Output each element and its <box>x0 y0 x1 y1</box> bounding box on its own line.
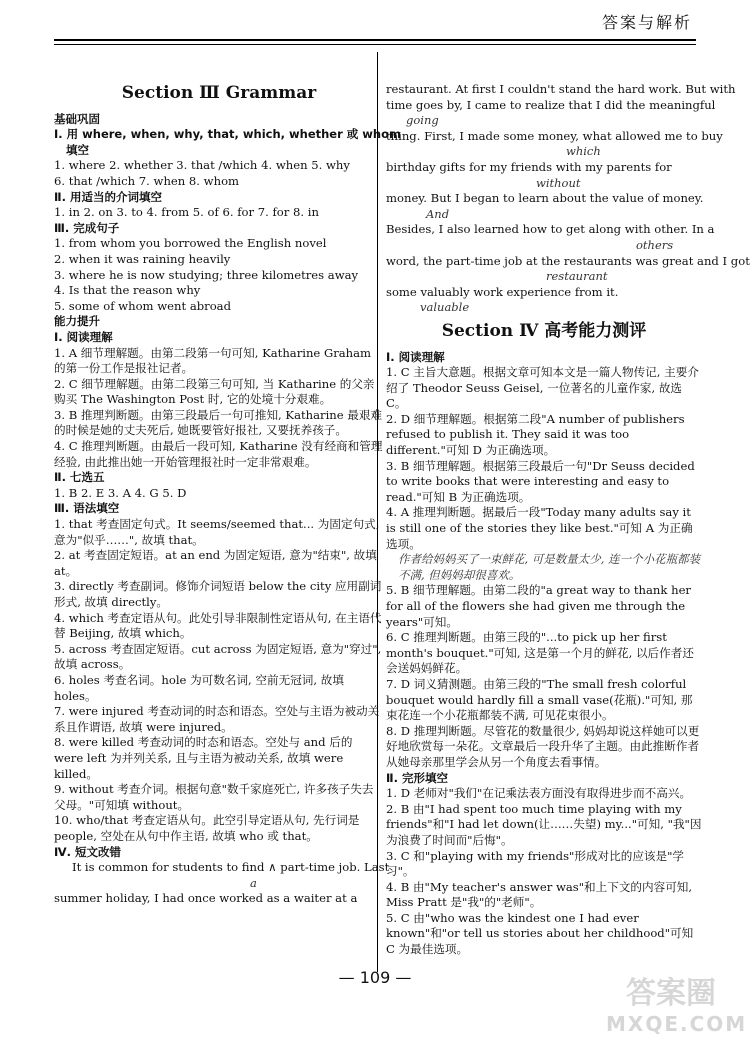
correction-mark: a <box>250 875 257 890</box>
right-column <box>386 82 750 958</box>
cloze-answer: 4. B 由"My teacher's answer was"和上下文的内容可知, Miss Pratt 是"我"的"老师"。 <box>386 879 693 910</box>
cloze-answer: 1. D 老师对"我们"在记乘法表方面没有取得进步而不高兴。 <box>386 786 692 801</box>
part1-title-2: 填空 <box>66 142 89 157</box>
grammar-fill-answer: 10. who/that 考查定语从句。此空引导定语从句, 先行词是 people, 空处在从句中作主语, 故填 who 或 that。 <box>54 813 360 843</box>
grammar-fill-answer: 1. that 考查固定句式。It seems/seemed that... 为固定句式, 意为"似乎……", 故填 that。 <box>54 517 380 547</box>
part3-item: 5. some of whom went abroad <box>54 298 232 313</box>
correction-mark: without <box>536 175 581 190</box>
handwritten-note: 作者给妈妈买了一束鲜花, 可是数量太少, 连一个小花瓶都装不满, 但妈妈却很喜欢。 <box>398 552 701 582</box>
reading-title: Ⅰ. 阅读理解 <box>54 329 113 344</box>
part3-title: Ⅲ. 完成句子 <box>54 220 120 235</box>
reading-answer: 3. B 细节理解题。根据第三段最后一句"Dr Seuss decided to write books that were interesting and easy to read."可知 B 为正确选项。 <box>386 458 695 504</box>
cloze-answer: 2. B 由"I had spent too much time playing with my friends"和"I had let down(让……失望) my..."可知, "我"因为浪费了时间而"后悔"。 <box>386 801 702 847</box>
correction-mark: restaurant <box>546 269 608 284</box>
grammar-fill-answer: 7. were injured 考查动词的时态和语态。空处与主语为被动关系且作谓语, 故填 were injured。 <box>54 704 380 734</box>
page-number: — 109 — <box>338 968 412 987</box>
reading-answer: 4. A 推理判断题。据最后一段"Today many adults say it is still one of the stories they like best."可知 A 为正确选项。 <box>386 505 693 551</box>
reading-answer: 2. C 细节理解题。由第二段第三句可知, 当 Katharine 的父亲购买 The Washington Post 时, 它的处境十分艰难。 <box>54 376 375 407</box>
header-rule-thin <box>54 44 696 45</box>
correction-mark: And <box>426 206 450 221</box>
grammar-fill-answer: 6. holes 考查名词。hole 为可数名词, 空前无冠词, 故填 holes。 <box>54 672 344 703</box>
qixuanwu-answers: 1. B 2. E 3. A 4. G 5. D <box>54 485 187 500</box>
section-4-title: Section Ⅳ 高考能力测评 <box>441 320 647 341</box>
jichu-heading: 基础巩固 <box>54 111 100 126</box>
correction-line: birthday gifts for my friends with my parents for <box>386 159 672 174</box>
nengli-heading: 能力提升 <box>54 314 100 329</box>
correction-line: summer holiday, I had once worked as a waiter at a <box>54 891 358 906</box>
correction-line: thing. First, I made some money, what allowed me to buy <box>386 128 723 143</box>
reading-answer: 7. D 词义猜测题。由第三段的"The small fresh colorful bouquet would hardly fill a small vase(花瓶)."可知, 那束花连一个小花瓶都装不满, 可见花束很小。 <box>386 676 693 723</box>
correction-mark: others <box>636 237 674 252</box>
correction-line: word, the part-time job at the restaurants was great and I got <box>386 253 750 268</box>
header-rule <box>54 39 696 41</box>
watermark-line-2: MXQE.COM <box>606 1012 748 1036</box>
part2-title: Ⅱ. 用适当的介词填空 <box>54 189 162 204</box>
reading-answer: 8. D 推理判断题。尽管花的数量很少, 妈妈却说这样她可以更好地欣赏每一朵花。文章最后一段升华了主题。由此推断作者从她母亲那里学会从另一个角度去看事情。 <box>386 723 700 769</box>
correction-mark: which <box>566 144 601 159</box>
reading-answer: 1. A 细节理解题。由第二段第一句可知, Katharine Graham 的第一份工作是报社记者。 <box>54 345 372 376</box>
correction-line: It is common for students to find ∧ part-time job. Last <box>72 860 390 875</box>
grammar-fill-answer: 3. directly 考查副词。修饰介词短语 below the city 应用副词形式, 故填 directly。 <box>54 579 382 609</box>
watermark-logo <box>606 976 748 1037</box>
part1-answers-2: 6. that /which 7. when 8. whom <box>54 173 240 188</box>
correction-line: restaurant. At first I couldn't stand the hard work. But with <box>386 82 736 96</box>
grammar-fill-answer: 5. across 考查固定短语。cut across 为固定短语, 意为"穿过", 故填 across。 <box>54 641 382 672</box>
left-column <box>54 82 401 907</box>
correction-mark: valuable <box>420 300 470 315</box>
part3-item: 2. when it was raining heavily <box>54 251 231 266</box>
reading-answer: 6. C 推理判断题。由第三段的"...to pick up her first month's bouquet."可知, 这是第一个月的鲜花, 以后作者还会送妈妈鲜花。 <box>386 630 694 676</box>
reading-title-2: Ⅰ. 阅读理解 <box>386 349 445 364</box>
grammar-fill-title: Ⅲ. 语法填空 <box>54 501 120 516</box>
correction-mark: going <box>406 113 439 128</box>
correction-line: Besides, I also learned how to get along with other. In a <box>386 222 715 237</box>
correction-line: money. But I began to learn about the value of money. <box>386 191 704 206</box>
correction-line: time goes by, I came to realize that I did the meaningful <box>386 97 716 112</box>
error-correction-title: Ⅳ. 短文改错 <box>54 844 122 859</box>
grammar-fill-answer: 4. which 考查定语从句。此处引导非限制性定语从句, 在主语代替 Beijing, 故填 which。 <box>54 610 382 641</box>
grammar-fill-answer: 2. at 考查固定短语。at an end 为固定短语, 意为"结束", 故填 at。 <box>54 548 377 578</box>
part2-answers: 1. in 2. on 3. to 4. from 5. of 6. for 7. for 8. in <box>54 205 319 220</box>
grammar-fill-answer: 9. without 考查介词。根据句意"数千家庭死亡, 许多孩子失去父母。"可知填 without。 <box>54 782 374 812</box>
part3-item: 1. from whom you borrowed the English novel <box>54 236 327 251</box>
part3-item: 3. where he is now studying; three kilometres away <box>54 267 359 282</box>
section-3-title: Section Ⅲ Grammar <box>121 83 317 103</box>
correction-line: some valuably work experience from it. <box>386 284 619 299</box>
watermark-line-1: 答案圈 <box>626 976 716 1011</box>
cloze-answer: 3. C 和"playing with my friends"形成对比的应该是"学习"。 <box>386 848 685 879</box>
reading-answer: 1. C 主旨大意题。根据文章可知本文是一篇人物传记, 主要介绍了 Theodor Seuss Geisel, 一位著名的儿童作家, 故选 C。 <box>386 365 699 411</box>
reading-answer: 5. B 细节理解题。由第二段的"a great way to thank her for all of the flowers she had given me through the years"可知。 <box>386 583 691 629</box>
reading-answer: 4. C 推理判断题。由最后一段可知, Katharine 没有经商和管理经验, 由此推出她一开始管理报社时一定非常艰难。 <box>54 439 383 469</box>
grammar-fill-answer: 8. were killed 考查动词的时态和语态。空处与 and 后的 were left 为并列关系, 且与主语为被动关系, 故填 were killed。 <box>54 735 353 781</box>
part1-answers-1: 1. where 2. whether 3. that /which 4. when 5. why <box>54 158 350 173</box>
reading-answer: 3. B 推理判断题。由第三段最后一句可推知, Katharine 最艰难的时候是她的丈夫死后, 她既要管好报社, 又要抚养孩子。 <box>54 407 383 438</box>
qixuanwu-title: Ⅱ. 七选五 <box>54 470 105 485</box>
header-title: 答案与解析 <box>601 13 692 32</box>
reading-answer: 2. D 细节理解题。根据第二段"A number of publishers refused to publish it. They said it was too different."可知 D 为正确选项。 <box>386 411 685 458</box>
cloze-title: Ⅱ. 完形填空 <box>386 770 448 785</box>
part1-title: Ⅰ. 用 where, when, why, that, which, whether 或 whom <box>54 127 401 142</box>
cloze-answer: 5. C 由"who was the kindest one I had ever known"和"or tell us stories about her childhood"可知 C 为最佳选项。 <box>386 910 694 957</box>
part3-item: 4. Is that the reason why <box>54 283 201 298</box>
